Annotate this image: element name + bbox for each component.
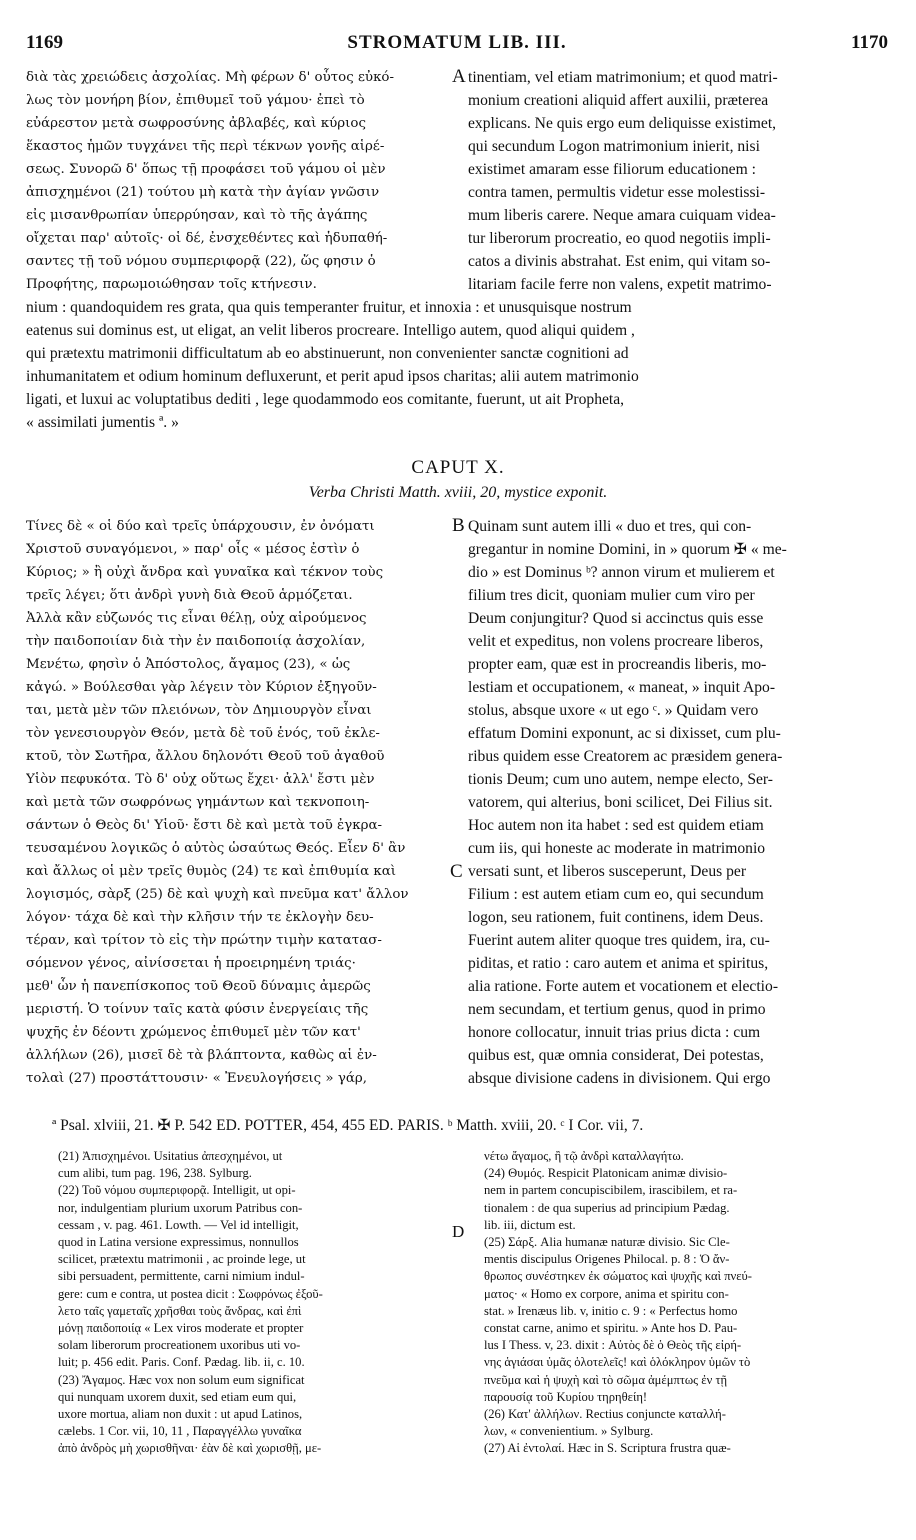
latin-line: stolus, absque uxore « ut ego ᶜ. » Quidam vero [468, 702, 759, 719]
latin-line: qui prætextu matrimonii difficultatum ab eo abstinuerunt, non convenienter sanctæ cognitioni ad [26, 345, 629, 362]
greek-line: μεθ' ὧν ἡ πανεπίσκοπος τοῦ Θεοῦ δύναμις ἀμερῶς [26, 979, 371, 994]
latin-line: mum liberis carere. Neque amara cuiquam videa- [468, 207, 776, 224]
right-page-number: 1170 [851, 32, 888, 53]
top-greek-column [26, 66, 452, 296]
greek-line: τρεῖς λέγει; ὅτι ἀνδρὶ γυνὴ διὰ Θεοῦ ἁρμόζεται. [26, 588, 353, 603]
latin-line: cum iis, qui honeste ac moderate in matrimonio [468, 840, 766, 857]
greek-line: σάντων ὁ Θεὸς δι' Υἱοῦ· ἔστι δὲ καὶ μετὰ τοῦ ἐγκρα- [26, 818, 383, 833]
footnote-line: tionalem : de qua superius ad principium Pædag. [484, 1200, 730, 1215]
latin-line: explicans. Ne quis ergo eum deliquisse existimet, [468, 115, 777, 132]
footnote-line: lib. iii, dictum est. [484, 1217, 576, 1232]
greek-line: λως τὸν μονήρη βίον, ἐπιθυμεῖ τοῦ γάμου· ἐπεὶ τὸ [26, 93, 365, 108]
chapter-subtitle: Verba Christi Matth. xviii, 20, mystice exponit. [308, 484, 608, 501]
greek-line: λόγον· τάχα δὲ καὶ τὴν κλῆσιν τήν τε ἐκλογὴν δευ- [26, 910, 374, 925]
footnote-line: scilicet, prætextu matrimonii , ac proinde lege, ut [58, 1252, 306, 1267]
latin-line: tur liberorum procreatio, eo quod negotiis impli- [468, 230, 771, 247]
footnote-line: (24) Θυμός. Respicit Platonicam animæ divisio- [484, 1166, 728, 1181]
footnote-line: luit; p. 456 edit. Paris. Conf. Pædag. lib. ii, c. 10. [58, 1355, 305, 1370]
footnote-line: (27) Αἱ ἐντολαί. Hæc in S. Scriptura frustra quæ- [484, 1441, 731, 1456]
footnote-line: gere: cum e contra, ut postea dicit : Σωφρόνως ἐξοῦ- [58, 1286, 323, 1301]
mid-latin-column [468, 515, 890, 1090]
top-latin-column [468, 66, 890, 296]
latin-line: nem secundam, et tertium genus, quod in primo [468, 1001, 766, 1018]
latin-line: propter eam, quæ est in procreandis liberis, mo- [468, 656, 767, 673]
latin-line: velit et expeditus, non volens procreare liberos, [468, 633, 764, 650]
footnote-line: nor, indulgentiam plurium uxorum Patribus con- [58, 1200, 303, 1215]
greek-line: σαντες τῇ τοῦ νόμου συμπεριφορᾷ (22), ὥς φησιν ὁ [26, 254, 376, 269]
latin-line: Filium : est autem etiam cum eo, qui secundum [468, 886, 764, 903]
footnote-line: νης ἁγιάσαι ὑμᾶς ὁλοτελεῖς! καὶ ὁλόκληρον ὑμῶν τὸ [484, 1355, 751, 1370]
footnote-line: (22) Τοῦ νόμου συμπεριφορᾷ. Intelligit, ut opi- [58, 1183, 296, 1198]
latin-line: nium : quandoquidem res grata, qua quis temperanter fruitur, et innoxia : et unusquisque nostrum [26, 299, 632, 316]
latin-line: catos a divinis abstrahat. Est enim, qui vitam so- [468, 253, 771, 270]
latin-line: piditas, et ratio : caro autem et anima et spiritus, [468, 955, 769, 972]
page-header [26, 32, 888, 58]
greek-line: καὶ μετὰ τῶν σωφρόνως γημάντων καὶ τεκνοποιη- [26, 795, 370, 810]
latin-line: gregantur in nomine Domini, in » quorum ✠ « me- [468, 541, 787, 558]
greek-line: τολαὶ (27) προστάττουσιν· « Ἐνευλογήσεις » γάρ, [26, 1071, 368, 1086]
latin-line: filium tres dicit, quoniam mulier cum viro per [468, 587, 755, 604]
greek-line: Κύριος; » ἢ οὐχὶ ἄνδρα καὶ γυναῖκα καὶ τέκνον τοὺς [26, 565, 384, 580]
footnote-line: (25) Σάρξ. Alia humanæ naturæ divisio. Sic Cle- [484, 1235, 730, 1250]
greek-line: οἴχεται παρ' αὐτοῖς· οἱ δέ, ἐνσχεθέντες καὶ ἡδυπαθή- [26, 231, 388, 246]
footnote-line: lus I Thess. v, 23. dixit : Αὐτὸς δὲ ὁ Θεὸς τῆς εἰρή- [484, 1338, 742, 1353]
latin-line: tionis Deum; cum uno autem, nempe electo, Ser- [468, 771, 773, 788]
latin-line: absque divisione cadens in divisionem. Qui ergo [468, 1070, 771, 1087]
greek-line: Υἱὸν πεφυκότα. Τὸ δ' οὐχ οὕτως ἔχει· ἀλλ' ἔστι μὲν [26, 772, 375, 787]
latin-line: inhumanitatem et odium hominum defluxerunt, et perit apud ipsos charitas; alii autem matrimonio [26, 368, 639, 385]
running-title: STROMATUM LIB. III. [347, 32, 567, 53]
latin-line: effatum Domini exponunt, ac si dixisset, cum plu- [468, 725, 781, 742]
greek-line: Ἀλλὰ κἂν εὐζωνός τις εἶναι θέλῃ, οὐχ αἱρούμενος [26, 611, 367, 626]
latin-line: « assimilati jumentis ª. » [26, 414, 179, 431]
footnote-line: ματος· « Homo ex corpore, anima et spiritu con- [484, 1286, 729, 1301]
greek-line: τευσαμένου λογικῶς ὁ αὐτὸς ὡσαύτως Θεός. Εἶεν δ' ἂν [26, 841, 406, 856]
greek-line: διὰ τὰς χρειώδεις ἀσχολίας. Μὴ φέρων δ' οὗτος εὐκό- [26, 70, 395, 85]
greek-line: τέραν, καὶ τρίτον τὸ εἰς τὴν πρώτην τιμὴν κατατασ- [26, 933, 382, 948]
greek-line: Χριστοῦ συναγόμενοι, » παρ' οἷς « μέσος ἐστὶν ὁ [26, 542, 360, 557]
greek-line: κἀγώ. » Βούλεσθαι γὰρ λέγειν τὸν Κύριον ἐξηγοῦν- [26, 680, 377, 695]
latin-line: lestiam et occupationem, « maneat, » inquit Apo- [468, 679, 776, 696]
footnote-line: νέτω ἄγαμος, ἢ τῷ ἀνδρὶ καταλλαγήτω. [484, 1149, 684, 1163]
greek-line: λογισμός, σὰρξ (25) δὲ καὶ ψυχὴ καὶ πνεῦμα κατ' ἄλλον [26, 887, 409, 902]
footnotes-right [484, 1148, 888, 1458]
margin-marker-d: D [452, 1222, 465, 1241]
greek-line: καὶ ἄλλως οἱ μὲν τρεῖς θυμὸς (24) τε καὶ ἐπιθυμία καὶ [26, 864, 397, 879]
footnote-line: mentis discipulus Origenes Philocal. p. 8 : Ὁ ἄν- [484, 1252, 730, 1267]
footnote-line: ἀπὸ ἀνδρὸς μὴ χωρισθῆναι· ἐὰν δὲ καὶ χωρισθῇ, με- [58, 1441, 322, 1456]
latin-line: ribus quidem esse Creatorem ac præsidem genera- [468, 748, 783, 765]
footnote-line: cum alibi, tum pag. 196, 238. Sylburg. [58, 1166, 252, 1181]
greek-line: εὐάρεστον μετὰ σωφροσύνης ἀβλαβές, καὶ κύριος [26, 116, 366, 131]
greek-line: ἀπισχημένοι (21) τούτου μὴ κατὰ τὴν ἁγίαν γνῶσιν [26, 185, 380, 200]
latin-line: litariam facile ferre non valens, expetit matrimo- [468, 276, 772, 293]
latin-line: dio » est Dominus ᵇ? annon virum et mulierem et [468, 564, 775, 581]
greek-line: ἕκαστος ἡμῶν τυγχάνει τῆς περὶ τέκνων γονῆς αἱρέ- [26, 139, 385, 154]
footnote-line: uxore mortua, aliam non duxit : ut apud Latinos, [58, 1407, 303, 1422]
greek-line: εἰς μισανθρωπίαν ὑπερρύησαν, καὶ τὸ τῆς ἀγάπης [26, 208, 368, 223]
top-full-width-text [26, 296, 894, 434]
latin-line: qui secundum Logon matrimonium inierit, nisi [468, 138, 760, 155]
footnote-line: stat. » Irenæus lib. v, initio c. 9 : « Perfectus homo [484, 1303, 738, 1318]
footnote-line: (21) Ἀπισχημένοι. Usitatius ἀπεσχημένοι, ut [58, 1149, 283, 1163]
left-page-number: 1169 [26, 32, 63, 53]
latin-line: monium creationi aliquid affert auxilii, præterea [468, 92, 769, 109]
greek-line: ψυχῆς ἐν δέοντι χρώμενος ἐπιθυμεῖ μὲν τῶν κατ' [26, 1025, 361, 1040]
footnote-line: solam liberorum procreationem uxoribus uti vo- [58, 1338, 301, 1353]
latin-line: Deum conjungitur? Quod si accinctus quis esse [468, 610, 764, 627]
greek-line: Μενέτω, φησὶν ὁ Ἀπόστολος, ἄγαμος (23), « ὡς [26, 657, 351, 672]
latin-line: vatorem, qui alterius, boni scilicet, Dei Filius sit. [468, 794, 773, 811]
latin-line: Fuerint autem aliter quoque tres quidem, ira, cu- [468, 932, 770, 949]
footnote-line: λετο ταῖς γαμεταῖς χρῆσθαι τοὺς ἄνδρας, καὶ ἐπὶ [58, 1303, 302, 1318]
margin-marker-c: C [450, 861, 463, 882]
chapter-heading: CAPUT X. [411, 457, 505, 478]
latin-line: Quinam sunt autem illi « duo et tres, qui con- [468, 518, 752, 535]
latin-line: Hoc autem non ita habet : sed est quidem etiam [468, 817, 764, 834]
margin-marker-b: B [452, 515, 465, 536]
latin-line: versati sunt, et liberos susceperunt, Deus per [468, 863, 747, 880]
greek-line: ἀλλήλων (26), μισεῖ δὲ τὰ βλάπτοντα, καθὼς αἱ ἐν- [26, 1048, 377, 1063]
latin-line: ligati, et luxui ac voluptatibus dediti , lege quodammodo eos comitante, fuerunt, ut ait Propheta, [26, 391, 625, 408]
greek-line: Τίνες δὲ « οἱ δύο καὶ τρεῖς ὑπάρχουσιν, ἐν ὀνόματι [26, 519, 375, 534]
footnote-line: μόνῃ παιδοποιίᾳ « Lex viros moderate et propter [58, 1321, 304, 1336]
footnote-line: θρωπος συνέστηκεν ἐκ σώματος καὶ ψυχῆς καὶ πνεύ- [484, 1269, 752, 1284]
footnote-line: nem in partem concupiscibilem, irascibilem, et ra- [484, 1183, 738, 1198]
greek-line: κτοῦ, τὸν Σωτῆρα, ἄλλου δηλονότι Θεοῦ τοῦ ἀγαθοῦ [26, 749, 385, 764]
footnote-line: παρουσίᾳ τοῦ Κυρίου τηρηθείη! [484, 1389, 648, 1404]
footnote-line: constat carne, animo et spiritu. » Ante hos D. Pau- [484, 1321, 738, 1336]
greek-line: τὸν γενεσιουργὸν Θεόν, μετὰ δὲ τοῦ ἑνός, τοῦ ἐκλε- [26, 726, 380, 741]
footnote-line: (23) Ἄγαμος. Hæc vox non solum eum significat [58, 1372, 305, 1387]
footnote-line: qui nunquam uxorem duxit, sed etiam eum qui, [58, 1389, 297, 1404]
latin-line: honore collocatur, innuit trias prius dicta : cum [468, 1024, 761, 1041]
greek-line: μεριστή. Ὁ τοίνυν ταῖς κατὰ φύσιν ἐνεργείαις τῆς [26, 1002, 369, 1017]
footnotes-left [58, 1148, 450, 1458]
mid-greek-column [26, 515, 452, 1090]
footnote-line: πνεῦμα καὶ ἡ ψυχὴ καὶ τὸ σῶμα ἀμέμπτως ἐν τῇ [484, 1372, 728, 1387]
latin-line: eatenus sui dominus est, ut eligat, an velit liberos procreare. Intelligo autem, quod aliqui quidem , [26, 322, 635, 339]
greek-line: σόμενον γένος, αἰνίσσεται ἡ προειρημένη τριάς· [26, 956, 356, 971]
footnote-line: (26) Κατ' ἀλλήλων. Rectius conjuncte καταλλή- [484, 1407, 726, 1422]
latin-line: contra tamen, permultis videtur esse molestissi- [468, 184, 766, 201]
latin-line: tinentiam, vel etiam matrimonium; et quod matri- [468, 69, 778, 86]
footnote-line: quod in Latina versione expressimus, nonnullos [58, 1235, 299, 1250]
footnote-line: cælebs. 1 Cor. vii, 10, 11 , Παραγγέλλω γυναῖκα [58, 1424, 302, 1439]
latin-line: alia ratione. Forte autem et vocationem et electio- [468, 978, 779, 995]
greek-line: τὴν παιδοποιίαν διὰ τὴν ἐν παιδοποιίᾳ ἀσχολίαν, [26, 634, 366, 649]
latin-line: quibus est, quæ omnia considerat, Dei potestas, [468, 1047, 764, 1064]
latin-line: existimet amaram esse filiorum educationem : [468, 161, 756, 178]
greek-line: Προφήτης, παρωμοιώθησαν τοῖς κτήνεσιν. [26, 277, 317, 292]
footnote-line: cessam , v. pag. 461. Lowth. — Vel id intelligit, [58, 1217, 299, 1232]
scripture-references: ª Psal. xlviii, 21. ✠ P. 542 ED. POTTER, 454, 455 ED. PARIS. ᵇ Matth. xviii, 20. ᶜ I Cor. vii, 7. [52, 1117, 644, 1134]
greek-line: σεως. Συνορῶ δ' ὅπως τῇ προφάσει τοῦ γάμου οἱ μὲν [26, 162, 386, 177]
latin-line: logon, seu rationem, fuit continens, idem Deus. [468, 909, 764, 926]
footnote-line: sibi persuadent, permittente, carni nimium indul- [58, 1269, 305, 1284]
footnote-line: λων, « convenientium. » Sylburg. [484, 1424, 654, 1439]
margin-marker-a: A [452, 66, 466, 87]
greek-line: ται, μετὰ μὲν τῶν πλειόνων, τὸν Δημιουργὸν εἶναι [26, 703, 372, 718]
